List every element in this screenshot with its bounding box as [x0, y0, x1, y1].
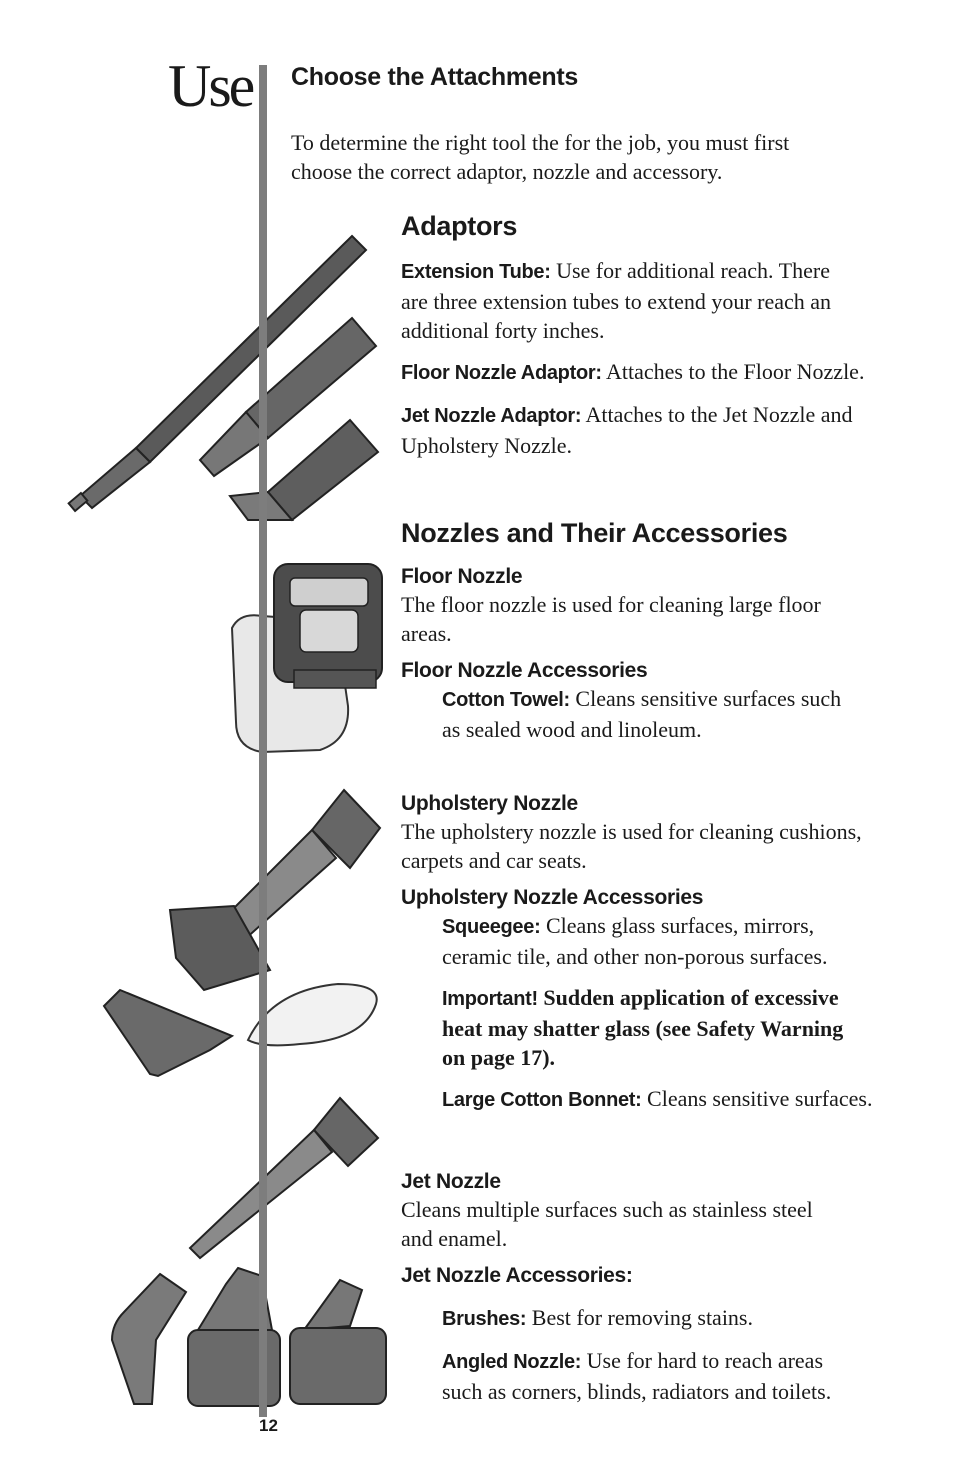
floor-nozzle-adaptor-text: Attaches to the Floor Nozzle.	[601, 359, 865, 384]
floor-nozzle-line1: The floor nozzle is used for cleaning large floor	[401, 592, 821, 617]
brushes-desc	[442, 1303, 946, 1334]
extension-tube-line3: additional forty inches.	[401, 318, 605, 343]
extension-tube-line1: Use for additional reach. There	[550, 258, 830, 283]
floor-nozzle-section	[401, 564, 941, 744]
squeegee-label: Squeegee:	[442, 916, 541, 938]
jet-nozzle-image	[190, 1098, 378, 1258]
jet-nozzle-desc	[401, 1195, 946, 1253]
upholstery-nozzle-title: Upholstery Nozzle	[401, 792, 578, 815]
angled-nozzle-line2: such as corners, blinds, radiators and toilets.	[442, 1379, 832, 1404]
jet-nozzle-adaptor-line2: Upholstery Nozzle.	[401, 433, 573, 458]
page-number: 12	[259, 1416, 278, 1435]
floor-nozzle-adaptor-label: Floor Nozzle Adaptor:	[401, 362, 602, 384]
cotton-bonnet-image	[248, 984, 377, 1045]
upholstery-nozzle-image	[170, 790, 380, 990]
extension-tube-line2: are three extension tubes to extend your reach an	[401, 289, 832, 314]
upholstery-nozzle-line1: The upholstery nozzle is used for cleaning cushions,	[401, 819, 862, 844]
intro-text-line1: To determine the right tool the for the job, you must first	[291, 130, 790, 155]
important-warning	[442, 983, 946, 1072]
jet-nozzle-adaptor-desc	[401, 400, 941, 460]
floor-nozzle-accessories-title: Floor Nozzle Accessories	[401, 659, 648, 682]
cotton-towel-line1: Cleans sensitive surfaces such	[569, 686, 842, 711]
jet-nozzle-line1: Cleans multiple surfaces such as stainless steel	[401, 1197, 813, 1222]
upholstery-nozzle-section	[401, 791, 946, 1115]
important-label: Important!	[442, 988, 538, 1010]
jet-nozzle-adaptor-label: Jet Nozzle Adaptor:	[401, 405, 582, 427]
squeegee-image	[104, 990, 232, 1076]
important-line3: on page 17).	[442, 1045, 556, 1070]
intro-text-line2: choose the correct adaptor, nozzle and accessory.	[291, 159, 723, 184]
floor-nozzle-line2: areas.	[401, 621, 452, 646]
cotton-towel-label: Cotton Towel:	[442, 689, 570, 711]
extension-tube-desc	[401, 256, 941, 345]
floor-nozzle-adaptor-desc	[401, 357, 941, 388]
jet-nozzle-adaptor-line1: Attaches to the Jet Nozzle and	[581, 402, 853, 427]
brushes-label: Brushes:	[442, 1308, 527, 1330]
important-line1: Sudden application of excessive	[537, 985, 839, 1010]
squeegee-desc	[442, 911, 946, 971]
floor-nozzle-image	[232, 564, 382, 752]
floor-nozzle-title: Floor Nozzle	[401, 565, 523, 588]
cotton-bonnet-desc	[442, 1084, 946, 1115]
jet-nozzle-title: Jet Nozzle	[401, 1170, 501, 1193]
extension-tube-label: Extension Tube:	[401, 261, 551, 283]
important-line2: heat may shatter glass (see Safety Warning	[442, 1016, 844, 1041]
angled-nozzle-desc	[442, 1346, 946, 1406]
jet-nozzle-accessories-title: Jet Nozzle Accessories:	[401, 1264, 633, 1287]
intro-heading: Choose the Attachments	[291, 63, 578, 91]
cotton-towel-desc	[442, 684, 941, 744]
upholstery-nozzle-line2: carpets and car seats.	[401, 848, 587, 873]
cotton-towel-line2: as sealed wood and linoleum.	[442, 717, 702, 742]
section-divider-bar	[259, 65, 267, 1417]
adaptors-heading: Adaptors	[401, 211, 518, 241]
intro-text	[291, 128, 911, 186]
nozzles-heading: Nozzles and Their Accessories	[401, 518, 788, 548]
upholstery-nozzle-desc	[401, 817, 946, 875]
angled-nozzle-image	[112, 1274, 186, 1404]
cotton-bonnet-label: Large Cotton Bonnet:	[442, 1089, 642, 1111]
jet-nozzle-section	[401, 1169, 946, 1406]
jet-nozzle-line2: and enamel.	[401, 1226, 508, 1251]
squeegee-line2: ceramic tile, and other non-porous surfaces.	[442, 944, 828, 969]
brush-angled-image	[290, 1280, 386, 1404]
cotton-bonnet-text: Cleans sensitive surfaces.	[641, 1086, 873, 1111]
squeegee-line1: Cleans glass surfaces, mirrors,	[540, 913, 815, 938]
angled-nozzle-label: Angled Nozzle:	[442, 1351, 582, 1373]
upholstery-nozzle-accessories-title: Upholstery Nozzle Accessories	[401, 886, 704, 909]
floor-nozzle-desc	[401, 590, 941, 648]
section-title: Use	[168, 53, 253, 119]
adaptors-section	[401, 210, 941, 460]
brushes-text: Best for removing stains.	[526, 1305, 753, 1330]
angled-nozzle-line1: Use for hard to reach areas	[581, 1348, 824, 1373]
